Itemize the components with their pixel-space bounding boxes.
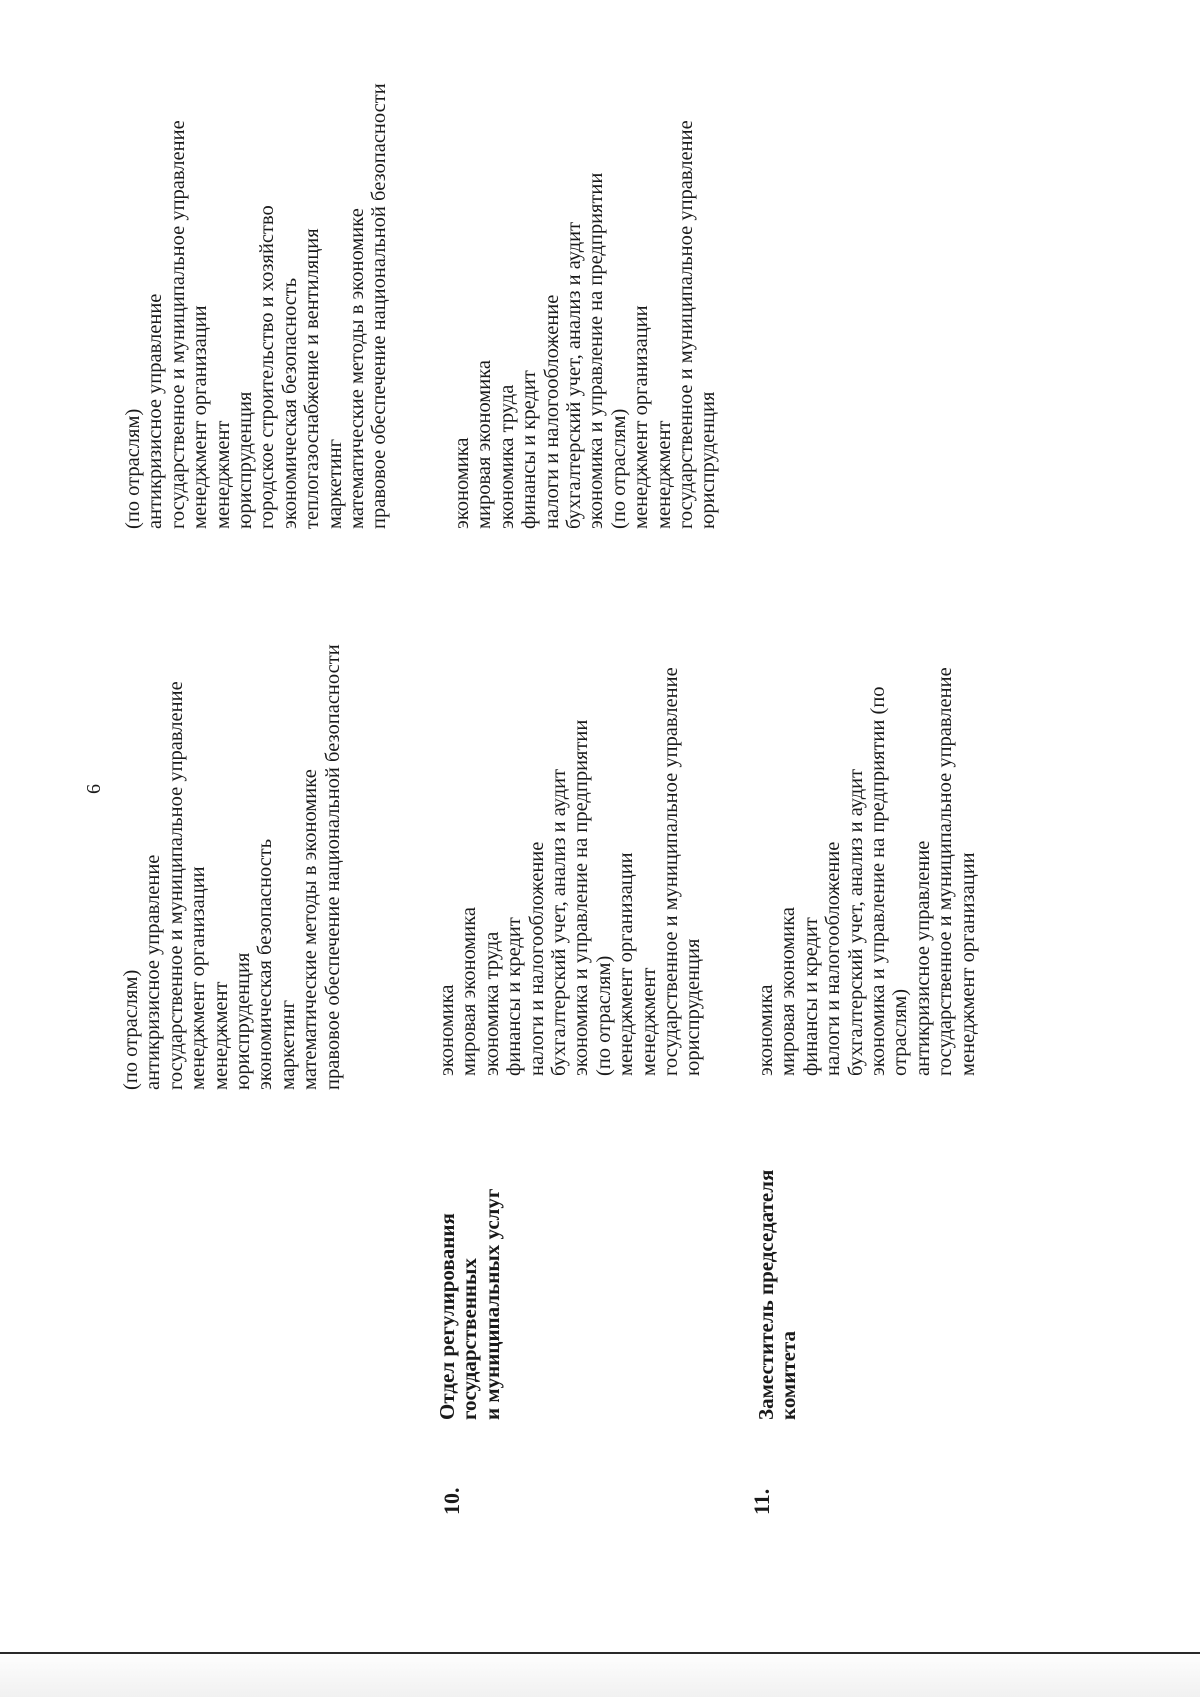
list-item: финансы и кредит [518, 370, 541, 529]
list-item: менеджмент организации [956, 852, 979, 1076]
list-item: маркетинг [323, 438, 346, 529]
scan-edge-line [0, 1652, 1200, 1654]
list-item: бухгалтерский учет, анализ и аудит [563, 221, 586, 529]
list-item: юриспруденция [697, 391, 720, 529]
prev-row-col-a [120, 644, 344, 1090]
list-item: менеджмент [637, 967, 660, 1076]
list-item: правовое обеспечение национальной безопасности [321, 644, 344, 1090]
row-number: 11. [749, 1488, 774, 1515]
list-item: антикризисное управление [144, 293, 167, 529]
list-item: государственное и муниципальное управление [934, 667, 957, 1076]
list-item: менеджмент [211, 420, 234, 529]
page-number: 6 [83, 784, 105, 794]
list-item: экономика и управление на предприятии [585, 172, 608, 529]
row-10-col-b [451, 120, 720, 529]
row-10-col-a [436, 667, 705, 1076]
row-title-line: Заместитель председателя [754, 1169, 778, 1420]
list-item: экономика [451, 437, 473, 529]
list-item: математические методы в экономике [346, 208, 369, 529]
list-item: финансы и кредит [503, 917, 526, 1076]
list-item: юриспруденция [234, 391, 257, 529]
list-item: математические методы в экономике [299, 769, 322, 1090]
list-item: маркетинг [276, 999, 299, 1090]
list-item: менеджмент организации [187, 866, 210, 1090]
row-title [755, 1170, 800, 1420]
list-item: (по отраслям) [122, 408, 144, 529]
row-title-line: и муниципальных услуг [479, 1188, 504, 1420]
list-item: бухгалтерский учет, анализ и аудит [844, 768, 867, 1076]
list-item: налоги и налогообложение [540, 294, 563, 529]
list-item: менеджмент [652, 420, 675, 529]
list-item: городское строительство и хозяйство [256, 205, 279, 529]
list-item: антикризисное управление [142, 854, 165, 1090]
list-item: налоги и налогообложение [525, 841, 548, 1076]
list-item: государственное и муниципальное управление [164, 681, 187, 1090]
list-item: экономика [755, 984, 777, 1076]
row-title [436, 1189, 503, 1420]
list-item: финансы и кредит [799, 917, 822, 1076]
list-item: экономическая безопасность [254, 838, 277, 1090]
list-item: экономика [436, 984, 458, 1076]
list-item: теплогазоснабжение и вентиляция [301, 228, 324, 529]
list-item: мировая экономика [458, 907, 481, 1076]
list-item: бухгалтерский учет, анализ и аудит [548, 768, 571, 1076]
list-item: экономика труда [495, 384, 518, 529]
list-item: налоги и налогообложение [822, 841, 845, 1076]
list-item: экономика и управление на предприятии [570, 719, 593, 1076]
list-item: государственное и муниципальное управление [660, 667, 683, 1076]
list-item: менеджмент [209, 981, 232, 1090]
list-item: мировая экономика [473, 360, 496, 529]
list-item: юриспруденция [682, 938, 705, 1076]
list-item: (по отраслям) [592, 955, 615, 1076]
list-item: менеджмент организации [189, 305, 212, 529]
list-item: антикризисное управление [911, 840, 934, 1076]
list-item: мировая экономика [777, 907, 800, 1076]
list-item: государственное и муниципальное управление [675, 120, 698, 529]
list-item: отраслям) [889, 988, 912, 1076]
list-item: государственное и муниципальное управление [166, 120, 189, 529]
list-item: (по отраслям) [120, 969, 142, 1090]
list-item: экономическая безопасность [278, 277, 301, 529]
list-item: менеджмент организации [615, 852, 638, 1076]
row-title-line: комитета [776, 1330, 801, 1420]
row-title-line: Отдел регулирования [435, 1213, 459, 1420]
row-title-line: государственных [457, 1258, 482, 1420]
row-11-col-a [755, 667, 979, 1076]
list-item: правовое обеспечение национальной безопасности [368, 83, 391, 529]
scan-bottom-edge [0, 1650, 1200, 1697]
list-item: юриспруденция [232, 952, 255, 1090]
list-item: экономика труда [480, 931, 503, 1076]
row-number: 10. [439, 1487, 464, 1515]
list-item: (по отраслям) [607, 408, 630, 529]
list-item: менеджмент организации [630, 305, 653, 529]
prev-row-col-b [122, 83, 391, 529]
list-item: экономика и управление на предприятии (по [867, 686, 890, 1076]
